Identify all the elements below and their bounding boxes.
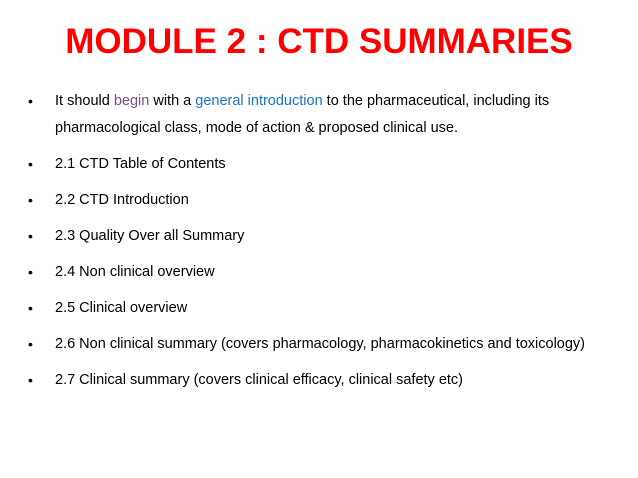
bullet-item	[28, 259, 618, 286]
intro-text-2: with a	[149, 93, 196, 109]
bullet-item	[28, 367, 618, 394]
bullet-item	[28, 223, 618, 250]
bullet-item	[28, 151, 618, 178]
bullet-dot: •	[28, 300, 33, 316]
bullet-item-text: 2.7 Clinical summary (covers clinical efficacy, clinical safety etc)	[55, 372, 464, 388]
bullet-item	[28, 295, 618, 322]
intro-highlight-general-introduction: general introduction	[195, 93, 323, 109]
bullet-dot: •	[28, 372, 33, 388]
bullet-item-text: 2.1 CTD Table of Contents	[55, 156, 226, 172]
bullet-item	[28, 331, 618, 358]
bullet-item	[28, 187, 618, 214]
bullet-dot: •	[28, 336, 33, 352]
bullet-dot: •	[28, 192, 33, 208]
bullet-dot: •	[28, 93, 33, 109]
bullet-item-text: 2.2 CTD Introduction	[55, 192, 189, 208]
intro-text-3: to the pharmaceutical, including its pharmacological class, mode of action & proposed clinical use.	[55, 93, 550, 136]
bullet-dot: •	[28, 228, 33, 244]
bullet-list	[28, 88, 618, 403]
slide-title: MODULE 2 : CTD SUMMARIES	[65, 22, 573, 61]
bullet-intro	[28, 88, 618, 142]
intro-highlight-begin: begin	[113, 93, 150, 109]
bullet-item-text: 2.6 Non clinical summary (covers pharmacology, pharmacokinetics and toxicology)	[55, 336, 586, 352]
intro-text-1: It should	[55, 93, 114, 109]
bullet-item-text: 2.5 Clinical overview	[55, 300, 188, 316]
bullet-item-text: 2.4 Non clinical overview	[55, 264, 215, 280]
bullet-dot: •	[28, 264, 33, 280]
bullet-item-text: 2.3 Quality Over all Summary	[55, 228, 245, 244]
bullet-dot: •	[28, 156, 33, 172]
